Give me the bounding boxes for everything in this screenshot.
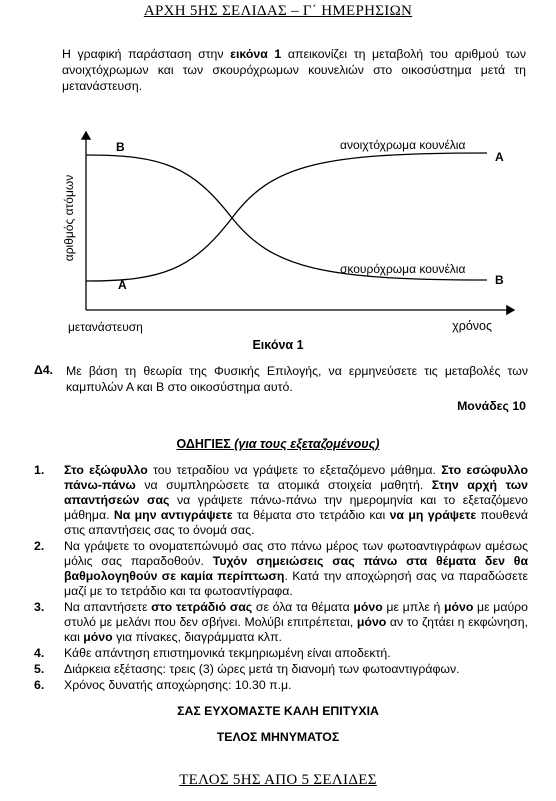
instruction-number: 4.	[34, 646, 45, 660]
label-b-start: B	[116, 140, 125, 154]
instruction-text: αν το ζητάει η εκφώνηση, και	[64, 615, 528, 644]
instruction-number: 1.	[34, 463, 45, 477]
instruction-bold: μόνο	[83, 630, 113, 644]
intro-paragraph	[62, 46, 526, 94]
instruction-text: με μπλε ή	[382, 600, 444, 614]
instruction-text: να συμπληρώσετε τα ατομικά στοιχεία μαθητή.	[135, 478, 432, 492]
label-a-start: A	[118, 278, 127, 292]
figure-caption: Εικόνα 1	[252, 338, 304, 352]
instruction-bold: Στο εσώφυλλο πάνω-πάνω	[64, 463, 529, 492]
intro-text-2: απεικονίζει τη μεταβολή του αριθμού των ανοιχτόχρωμων και των σκουρόχρωμων κουνελιών στο οικοσύστημα μετά τη μετανάστευση.	[62, 47, 526, 93]
instruction-text: . Κατά την αποχώρησή σας να παραδώσετε μαζί με το τετράδιο και τα φωτοαντίγραφα.	[64, 569, 528, 598]
x-axis-label: χρόνος	[452, 319, 492, 333]
intro-text-1: Η γραφική παράσταση στην	[62, 47, 231, 61]
intro-figure-ref: εικόνα 1	[230, 47, 282, 61]
instruction-item-4	[34, 646, 528, 661]
instruction-bold: Στην αρχή των απαντήσεών σας	[64, 478, 528, 507]
page-footer	[0, 772, 556, 789]
instructions-title	[0, 437, 556, 451]
instruction-number: 5.	[34, 662, 45, 676]
instruction-text: Χρόνος δυνατής αποχώρησης: 10.30 π.μ.	[64, 678, 292, 692]
instruction-bold: μόνο	[353, 600, 383, 614]
instruction-bold: Στο εξώφυλλο	[64, 463, 148, 477]
question-marks: Μονάδες 10	[457, 399, 526, 413]
instruction-text: Να απαντήσετε	[64, 600, 152, 614]
page-footer-title: ΤΕΛΟΣ 5ΗΣ ΑΠΟ 5 ΣΕΛΙΔΕΣ	[179, 772, 377, 788]
instruction-bold: μόνο	[356, 615, 387, 629]
label-a-end: A	[495, 150, 504, 164]
instruction-text: Να γράψετε το ονοματεπώνυμό σας στο πάνω μέρος των φωτοαντιγράφων αμέσως μόλις σας παραδοθούν.	[64, 539, 528, 568]
curve-light-label: ανοιχτόχρωμα κουνέλια	[340, 138, 466, 152]
instruction-number: 2.	[34, 539, 45, 553]
instructions-heading-main: ΟΔΗΓΙΕΣ	[176, 437, 231, 451]
instruction-text: με μαύρο στυλό με μελάνι που δεν σβήνει. Μολύβι επιτρέπεται,	[64, 600, 529, 629]
page-header	[0, 3, 556, 20]
instruction-text: Κάθε απάντηση επιστημονικά τεκμηριωμένη είναι αποδεκτή.	[64, 646, 391, 660]
instruction-item-6	[34, 678, 528, 693]
instruction-text: να γράψετε πάνω-πάνω την ημερομηνία και το εξεταζόμενο μάθημα.	[64, 493, 528, 522]
question-number: Δ4.	[34, 363, 54, 377]
instruction-bold: Να μην αντιγράψετε	[113, 508, 233, 522]
instruction-text: τα θέματα στο τετράδιο και	[232, 508, 390, 522]
instruction-bold: Τυχόν σημειώσεις σας πάνω στα θέματα δεν θα βαθμολογηθούν σε καμία περίπτωση	[64, 554, 529, 583]
question-text: Με βάση τη θεωρία της Φυσικής Επιλογής, να ερμηνεύσετε τις μεταβολές των καμπυλών Α και Β στο οικοσύστημα αυτό.	[66, 364, 528, 394]
label-b-end: B	[495, 273, 504, 287]
instruction-bold: να μη γράψετε	[389, 508, 477, 522]
instruction-bold: μόνο	[443, 600, 474, 614]
instruction-text: για πίνακες, διαγράμματα κλπ.	[112, 630, 282, 644]
instructions-heading	[177, 437, 380, 451]
instruction-bold: στο τετράδιό σας	[151, 600, 253, 614]
instruction-text: Διάρκεια εξέτασης: τρεις (3) ώρες μετά τη διανομή των φωτοαντιγράφων.	[64, 662, 460, 676]
instruction-number: 6.	[34, 678, 45, 692]
instruction-text: σε όλα τα θέματα	[252, 600, 354, 614]
instruction-number: 3.	[34, 600, 45, 614]
instruction-text: πουθενά στις απαντήσεις σας το όνομά σας.	[64, 508, 529, 537]
page-header-title: ΑΡΧΗ 5ΗΣ ΣΕΛΙΔΑΣ – Γ΄ ΗΜΕΡΗΣΙΩΝ	[143, 3, 413, 19]
instruction-item-2	[34, 539, 528, 599]
instructions-heading-sub: (για τους εξεταζομένους)	[230, 437, 380, 451]
instructions-list	[34, 463, 528, 694]
instruction-item-5	[34, 662, 528, 677]
origin-label: μετανάστευση	[68, 320, 143, 334]
figure-1-graph	[52, 128, 522, 360]
closing-end-message: ΤΕΛΟΣ ΜΗΝΥΜΑΤΟΣ	[216, 730, 340, 744]
y-axis-label: αριθμός ατόμων	[62, 174, 76, 262]
curve-dark-label: σκουρόχρωμα κουνέλια	[340, 262, 466, 276]
closing-wish: ΣΑΣ ΕΥΧΟΜΑΣΤΕ ΚΑΛΗ ΕΠΙΤΥΧΙΑ	[177, 704, 379, 718]
instruction-item-1	[34, 463, 528, 538]
instruction-item-3	[34, 600, 528, 645]
instruction-text: του τετραδίου να γράψετε το εξεταζόμενο μάθημα.	[147, 463, 442, 477]
